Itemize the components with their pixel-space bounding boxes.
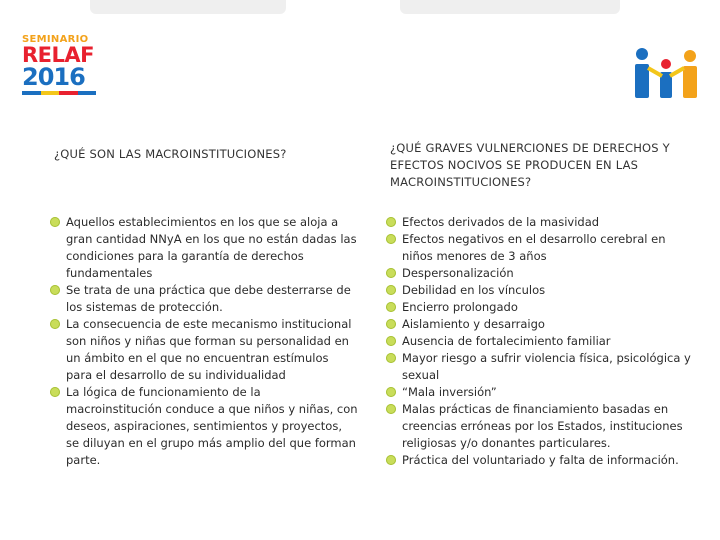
list-item-text: Mayor riesgo a sufrir violencia física, psicológica y sexual [402,351,691,382]
list-item-text: “Mala inversión” [402,385,497,399]
seminario-relaf-logo [22,34,102,102]
family-icon [632,44,702,100]
list-item-text: Debilidad en los vínculos [402,283,546,297]
list-item [386,265,696,282]
list-item-text: La consecuencia de este mecanismo institucional son niños y niñas que forman su personalidad en un ámbito en el que no encuentran estímulos para el desarrollo de su individualidad [66,317,352,382]
list-item [50,282,358,316]
logo-line-3: 2016 [22,63,85,91]
list-item [386,401,696,452]
right-heading: ¿QUÉ GRAVES VULNERCIONES DE DERECHOS Y EFECTOS NOCIVOS SE PRODUCEN EN LAS MACROINSTITUCIONES? [390,141,670,189]
list-item-text: Aislamiento y desarraigo [402,317,545,331]
list-item [50,384,358,469]
list-item [386,282,696,299]
bullet-icon [386,353,396,363]
list-item-text: Se trata de una práctica que debe desterrarse de los sistemas de protección. [66,283,351,314]
right-list [386,214,696,469]
list-item-text: Efectos derivados de la masividad [402,215,600,229]
list-item [50,214,358,282]
list-item [386,214,696,231]
bullet-icon [386,234,396,244]
list-item-text: Efectos negativos en el desarrollo cerebral en niños menores de 3 años [402,232,666,263]
top-tab-left [90,0,286,14]
list-item [386,333,696,350]
left-heading: ¿QUÉ SON LAS MACROINSTITUCIONES? [54,147,287,161]
bullet-icon [386,387,396,397]
bullet-icon [50,217,60,227]
list-item [50,316,358,384]
bullet-icon [386,319,396,329]
list-item-text: Ausencia de fortalecimiento familiar [402,334,611,348]
bullet-icon [386,336,396,346]
list-item-text: Práctica del voluntariado y falta de información. [402,453,679,467]
logo-line-2: RELAF [22,43,94,67]
logo-stripes [22,91,96,95]
left-list [50,214,358,469]
bullet-icon [386,217,396,227]
list-item-text: Aquellos establecimientos en los que se aloja a gran cantidad NNyA en los que no están dadas las condiciones para la garantía de derechos fundamentales [66,215,357,280]
list-item-text: Encierro prolongado [402,300,518,314]
bullet-icon [386,268,396,278]
list-item [386,384,696,401]
bullet-icon [386,302,396,312]
list-item [386,231,696,265]
list-item [386,299,696,316]
list-item-text: Despersonalización [402,266,514,280]
list-item-text: Malas prácticas de financiamiento basadas en creencias erróneas por los Estados, instituciones religiosas y/o donantes particulares. [402,402,683,450]
bullet-icon [50,387,60,397]
list-item [386,316,696,333]
bullet-icon [386,404,396,414]
list-item [386,452,696,469]
bullet-icon [386,455,396,465]
logo-line-1: SEMINARIO [22,34,89,45]
bullet-icon [50,319,60,329]
top-tab-right [400,0,620,14]
list-item [386,350,696,384]
bullet-icon [386,285,396,295]
bullet-icon [50,285,60,295]
list-item-text: La lógica de funcionamiento de la macroinstitución conduce a que niños y niñas, con deseos, aspiraciones, sentimientos y proyectos, se diluyan en el grupo más amplio del que forman parte. [66,385,358,467]
